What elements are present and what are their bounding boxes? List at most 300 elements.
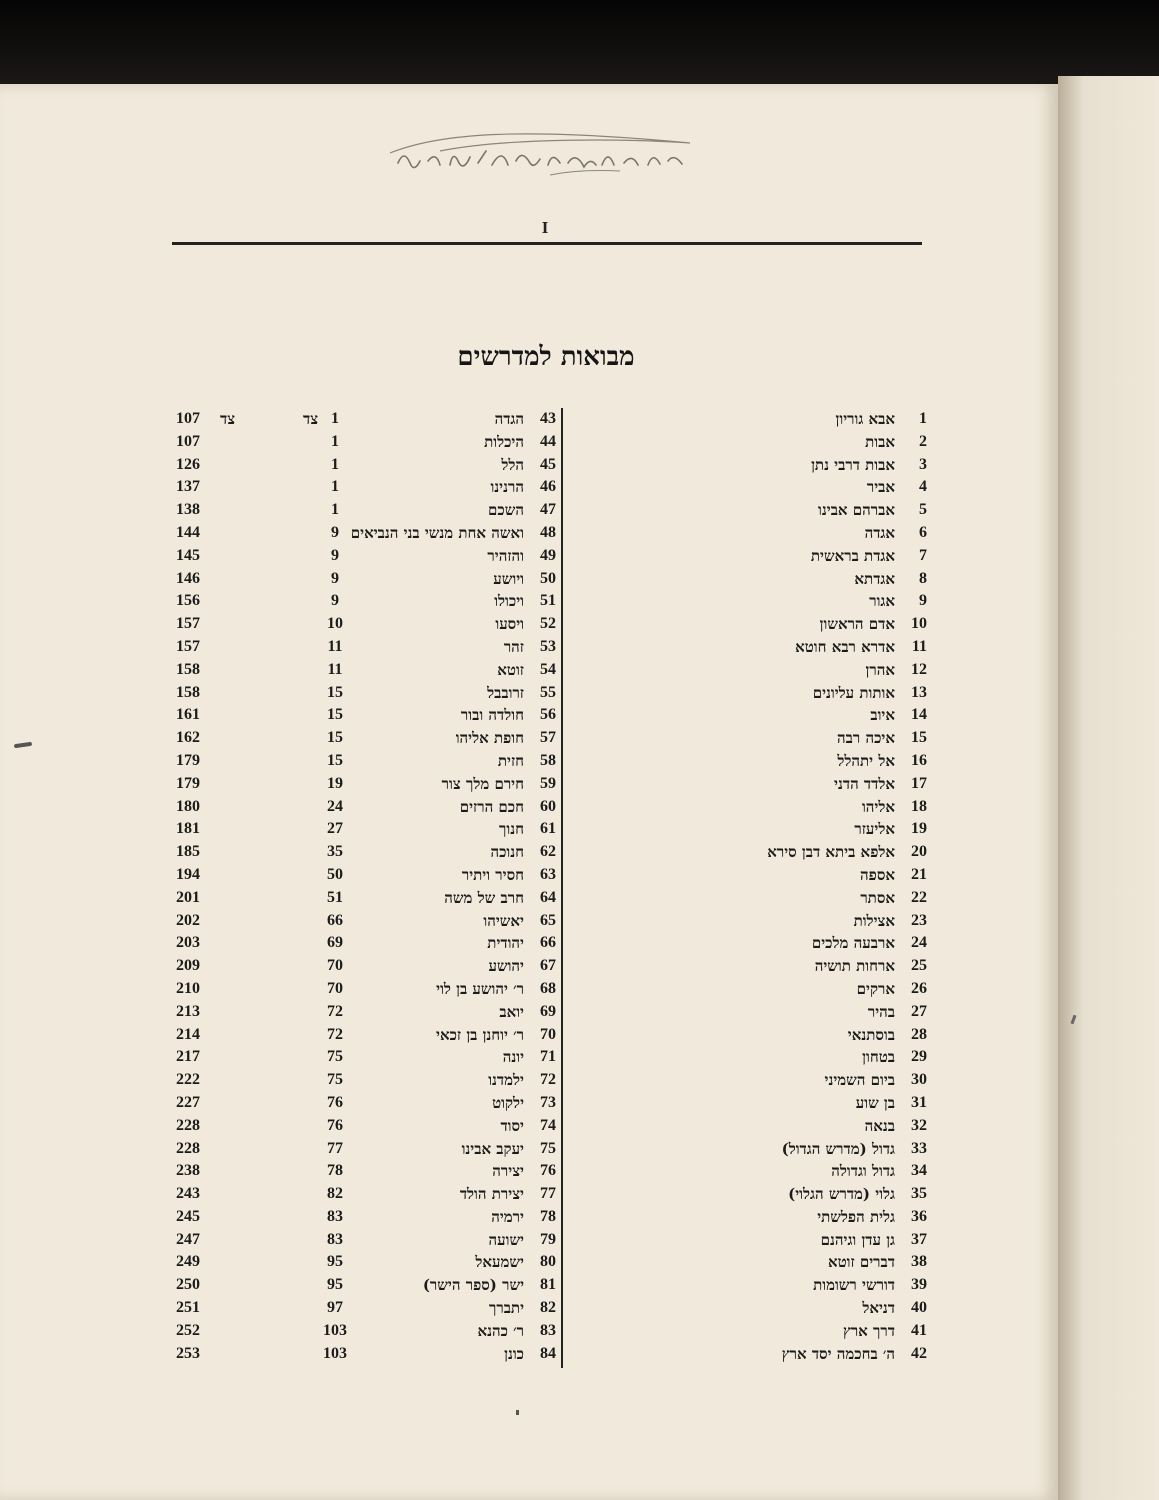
index-entry: [170, 841, 558, 864]
entry-title: אצילות: [853, 911, 895, 930]
entry-title: בוסתנאי: [847, 1025, 895, 1044]
index-entry: [170, 590, 558, 613]
entry-number: 78: [540, 1207, 556, 1225]
entry-title: אספה: [860, 865, 895, 884]
index-entry: [170, 1320, 558, 1343]
entry-number: 63: [540, 865, 556, 883]
entry-number: 26: [911, 979, 927, 997]
entry-title: ויסעו: [495, 615, 524, 634]
entry-page: 107: [176, 410, 200, 427]
index-entry: [170, 682, 558, 705]
entry-page: 180: [176, 797, 200, 815]
scan-mark: [516, 1410, 519, 1415]
entry-page: 76: [327, 1116, 343, 1134]
entry-number: 62: [540, 843, 556, 861]
entry-number: 11: [911, 637, 927, 655]
entry-page: 76: [327, 1093, 343, 1111]
entry-title: אליעזר: [854, 820, 895, 839]
entry-page: 126: [176, 455, 200, 473]
entry-title: חירם מלך צור: [441, 774, 524, 793]
entry-number: 81: [540, 1276, 556, 1294]
entry-page: 77: [327, 1139, 343, 1157]
entry-title: אגדתא: [854, 569, 895, 588]
entry-number: 33: [911, 1139, 927, 1157]
entry-number: 25: [911, 957, 927, 975]
entry-number: 84: [540, 1344, 556, 1362]
entry-page: 228: [176, 1116, 200, 1134]
entry-number: 67: [540, 957, 556, 975]
entry-page: 66: [327, 911, 343, 929]
entry-page: 70: [327, 979, 343, 997]
entry-title: ירמיה: [491, 1207, 524, 1226]
entry-number: 44: [540, 432, 556, 450]
entry-title: חופת אליהו: [455, 729, 524, 748]
entry-number: 16: [911, 751, 927, 769]
entry-page: 75: [327, 1048, 343, 1066]
entry-page: 138: [176, 501, 200, 519]
page-label: I: [541, 218, 549, 237]
entry-page: 145: [176, 546, 200, 564]
entry-number: 66: [540, 934, 556, 952]
entry-page: 222: [176, 1071, 200, 1089]
entry-title: זהר: [503, 637, 524, 656]
entry-page: 201: [176, 888, 200, 906]
entry-title: חזית: [497, 751, 524, 770]
page-title: מבואות למדרשים: [457, 342, 635, 372]
entry-page: 181: [176, 820, 200, 838]
entry-number: 35: [911, 1185, 927, 1203]
entry-page: 1: [331, 432, 339, 450]
index-entry: [170, 454, 558, 477]
entry-page: 95: [327, 1276, 343, 1294]
entry-title: אביר: [866, 478, 895, 497]
entry-number: 12: [911, 660, 927, 678]
entry-number: 6: [919, 523, 927, 541]
entry-number: 5: [919, 501, 927, 519]
entry-title: חולדה ובור: [460, 706, 524, 725]
entry-page: 95: [327, 1253, 343, 1271]
entry-page: 243: [176, 1185, 200, 1203]
index-entry: [170, 1229, 558, 1252]
index-entry: [170, 887, 558, 910]
entry-page: 247: [176, 1230, 200, 1248]
entry-title: גן עדן וגיהנם: [820, 1230, 895, 1249]
entry-title: אלפא ביתא דבן סירא: [767, 843, 895, 862]
entry-number: 60: [540, 797, 556, 815]
entry-page: 179: [176, 774, 200, 792]
entry-number: 76: [540, 1162, 556, 1180]
entry-page: 51: [327, 888, 343, 906]
entry-title: בן שוע: [855, 1093, 895, 1112]
entry-page: 75: [327, 1071, 343, 1089]
entry-number: 53: [540, 637, 556, 655]
entry-title: השכם: [488, 501, 524, 520]
entry-page: 1: [331, 455, 339, 473]
index-entry: [170, 796, 558, 819]
entry-title: הלל: [501, 455, 524, 474]
index-entry: [170, 476, 558, 499]
entry-number: 80: [540, 1253, 556, 1271]
entry-title: חכם הרזים: [459, 797, 524, 816]
entry-title: ילקוט: [492, 1093, 524, 1112]
entry-title: ביום השמיני: [824, 1071, 895, 1090]
index-entry: [170, 1251, 558, 1274]
entry-number: 30: [911, 1071, 927, 1089]
entry-number: 18: [911, 797, 927, 815]
entry-title: גדול וגדולה: [831, 1162, 895, 1181]
index-entry: [170, 818, 558, 841]
entry-title: כונן: [504, 1344, 524, 1363]
entry-title: יונה: [502, 1048, 524, 1067]
entry-title: ויושע: [493, 569, 524, 588]
entry-number: 21: [911, 865, 927, 883]
entry-title: אבא גוריון: [835, 410, 895, 428]
index-entry: [170, 955, 558, 978]
entry-title: גלית הפלשתי: [817, 1207, 895, 1226]
entry-page: 72: [327, 1025, 343, 1043]
entry-title: ישמעאל: [475, 1253, 524, 1272]
entry-title: ישועה: [488, 1230, 524, 1249]
entry-title: חרב של משה: [444, 888, 524, 907]
entry-title: ארקים: [856, 979, 895, 998]
entry-number: 29: [911, 1048, 927, 1066]
entry-title: הגדה: [494, 410, 524, 428]
entry-title: יצירת הולד: [459, 1185, 524, 1204]
entry-page: 82: [327, 1185, 343, 1203]
entry-page: 238: [176, 1162, 200, 1180]
entry-page: 144: [176, 523, 200, 541]
entry-title: יתברך: [488, 1299, 524, 1318]
entry-page: 214: [176, 1025, 200, 1043]
entry-number: 68: [540, 979, 556, 997]
entry-number: 37: [911, 1230, 927, 1248]
index-entry: [170, 613, 558, 636]
entry-number: 34: [911, 1162, 927, 1180]
entry-number: 75: [540, 1139, 556, 1157]
entry-page: 97: [327, 1299, 343, 1317]
entry-page: 250: [176, 1276, 200, 1294]
entry-title: חנוך: [499, 820, 524, 839]
page-abbreviation: צד: [303, 410, 319, 428]
entry-page: 137: [176, 478, 200, 496]
entry-title: יהושע: [488, 957, 524, 976]
entry-number: 56: [540, 706, 556, 724]
entry-number: 74: [540, 1116, 556, 1134]
entry-page: 158: [176, 660, 200, 678]
entry-page: 253: [176, 1344, 200, 1362]
entry-page: 161: [176, 706, 200, 724]
entry-number: 70: [540, 1025, 556, 1043]
index-entry: [170, 727, 558, 750]
entry-number: 73: [540, 1093, 556, 1111]
entry-title: אבות דרבי נתן: [811, 455, 895, 474]
entry-title: היכלות: [484, 432, 524, 451]
entry-title: ילמדנו: [488, 1071, 524, 1090]
entry-title: ר׳ יוחנן בן זכאי: [436, 1025, 524, 1044]
index-entry: [170, 659, 558, 682]
index-entry: [170, 910, 558, 933]
entry-number: 2: [919, 432, 927, 450]
entry-number: 82: [540, 1299, 556, 1317]
entry-page: 15: [327, 729, 343, 747]
entry-title: יצירה: [492, 1162, 524, 1181]
entry-number: 55: [540, 683, 556, 701]
entry-number: 51: [540, 592, 556, 610]
entry-page: 179: [176, 751, 200, 769]
entry-page: 249: [176, 1253, 200, 1271]
index-entry: [170, 864, 558, 887]
entry-page: 50: [327, 865, 343, 883]
entry-number: 58: [540, 751, 556, 769]
entry-title: יסוד: [500, 1116, 524, 1135]
entry-number: 41: [911, 1321, 927, 1339]
entry-page: 27: [327, 820, 343, 838]
entry-number: 64: [540, 888, 556, 906]
entry-page: 24: [327, 797, 343, 815]
entry-number: 47: [540, 501, 556, 519]
entry-title: אברהם אבינו: [818, 501, 895, 520]
entry-number: 77: [540, 1185, 556, 1203]
entry-number: 43: [540, 410, 556, 427]
entry-number: 46: [540, 478, 556, 496]
index-column-left: [170, 408, 558, 1365]
index-entry: [170, 1046, 558, 1069]
entry-page: 210: [176, 979, 200, 997]
handwritten-signature: [380, 125, 710, 195]
entry-number: 19: [911, 820, 927, 838]
entry-title: הרנינו: [490, 478, 524, 497]
entry-page: 10: [327, 615, 343, 633]
entry-number: 39: [911, 1276, 927, 1294]
entry-page: 83: [327, 1230, 343, 1248]
entry-title: יעקב אבינו: [461, 1139, 524, 1158]
entry-page: 83: [327, 1207, 343, 1225]
index-entry: [170, 773, 558, 796]
entry-title: ואשה אחת מנשי בני הנביאים: [350, 523, 524, 542]
entry-title: חסיר ויתיר: [461, 865, 524, 884]
entry-number: 17: [911, 774, 927, 792]
entry-page: 15: [327, 751, 343, 769]
index-entry: [170, 1115, 558, 1138]
entry-title: יהודית: [487, 934, 524, 953]
entry-title: בהיר: [867, 1002, 895, 1021]
index-entry: [170, 1274, 558, 1297]
entry-title: ויכולו: [494, 592, 524, 611]
index-entry: [170, 978, 558, 1001]
entry-title: זוטא: [497, 660, 524, 679]
entry-title: אל יתהלל: [837, 751, 895, 770]
entry-title: דורשי רשומות: [813, 1276, 895, 1295]
header-rule: [172, 242, 922, 245]
entry-title: אותות עליונים: [812, 683, 895, 702]
entry-page: 9: [331, 592, 339, 610]
index-entry: [170, 568, 558, 591]
entry-title: ר׳ כהנא: [477, 1321, 524, 1340]
entry-number: 59: [540, 774, 556, 792]
entry-number: 20: [911, 843, 927, 861]
entry-number: 72: [540, 1071, 556, 1089]
entry-page: 107: [176, 432, 200, 450]
entry-title: יאשיהו: [483, 911, 524, 930]
entry-number: 48: [540, 523, 556, 541]
entry-page: 11: [327, 660, 343, 678]
index-entry: [170, 704, 558, 727]
entry-number: 36: [911, 1207, 927, 1225]
index-entry: [170, 750, 558, 773]
entry-title: אלדד הדני: [834, 774, 895, 793]
entry-title: אליהו: [861, 797, 895, 816]
entry-title: גדול (מדרש הגדול): [781, 1139, 895, 1158]
entry-title: גלוי (מדרש הגלוי): [788, 1185, 895, 1204]
index-entry: [170, 1297, 558, 1320]
entry-title: יואב: [499, 1002, 524, 1021]
page-abbreviation: צד: [220, 410, 236, 428]
entry-page: 157: [176, 615, 200, 633]
entry-title: אדרא רבא חוטא: [795, 637, 895, 656]
entry-title: ארבעה מלכים: [811, 934, 895, 953]
entry-number: 8: [919, 569, 927, 587]
entry-page: 185: [176, 843, 200, 861]
entry-number: 22: [911, 888, 927, 906]
entry-number: 45: [540, 455, 556, 473]
entry-page: 103: [323, 1344, 347, 1362]
entry-page: 162: [176, 729, 200, 747]
index-entry: [170, 1343, 558, 1366]
index-entry: [170, 499, 558, 522]
entry-title: ארחות תושיה: [814, 957, 895, 976]
entry-page: 72: [327, 1002, 343, 1020]
entry-page: 11: [327, 637, 343, 655]
index-entry: [170, 1001, 558, 1024]
index-entry: [170, 932, 558, 955]
entry-number: 15: [911, 729, 927, 747]
entry-number: 4: [919, 478, 927, 496]
index-entry: [170, 431, 558, 454]
entry-number: 3: [919, 455, 927, 473]
entry-number: 24: [911, 934, 927, 952]
entry-title: אבות: [865, 432, 895, 451]
entry-number: 49: [540, 546, 556, 564]
entry-page: 15: [327, 706, 343, 724]
entry-title: דניאל: [862, 1299, 895, 1318]
entry-number: 50: [540, 569, 556, 587]
entry-page: 158: [176, 683, 200, 701]
entry-page: 217: [176, 1048, 200, 1066]
entry-page: 228: [176, 1139, 200, 1157]
index-entry: [170, 1183, 558, 1206]
entry-page: 1: [331, 410, 339, 427]
index-entry: [170, 545, 558, 568]
entry-page: 1: [331, 501, 339, 519]
index-entry: [170, 408, 558, 431]
entry-number: 52: [540, 615, 556, 633]
entry-number: 13: [911, 683, 927, 701]
entry-page: 70: [327, 957, 343, 975]
entry-title: בנאה: [864, 1116, 895, 1135]
index-entry: [170, 1160, 558, 1183]
entry-page: 69: [327, 934, 343, 952]
entry-number: 38: [911, 1253, 927, 1271]
entry-page: 19: [327, 774, 343, 792]
index-entry: [170, 522, 558, 545]
entry-title: אגור: [869, 592, 895, 611]
entry-number: 61: [540, 820, 556, 838]
entry-number: 79: [540, 1230, 556, 1248]
entry-page: 227: [176, 1093, 200, 1111]
entry-number: 23: [911, 911, 927, 929]
index-entry: [170, 1206, 558, 1229]
entry-number: 14: [911, 706, 927, 724]
entry-title: אסתר: [860, 888, 895, 907]
entry-page: 9: [331, 546, 339, 564]
index-entry: [170, 636, 558, 659]
entry-page: 78: [327, 1162, 343, 1180]
entry-title: דברים זוטא: [827, 1253, 895, 1272]
entry-page: 157: [176, 637, 200, 655]
entry-page: 194: [176, 865, 200, 883]
entry-page: 35: [327, 843, 343, 861]
entry-title: ישר (ספר הישר): [422, 1276, 524, 1295]
index-entry: [170, 1138, 558, 1161]
entry-page: 202: [176, 911, 200, 929]
entry-page: 209: [176, 957, 200, 975]
entry-page: 251: [176, 1299, 200, 1317]
entry-number: 32: [911, 1116, 927, 1134]
entry-title: דרך ארץ: [843, 1321, 895, 1340]
entry-page: 9: [331, 523, 339, 541]
entry-title: והזהיר: [487, 546, 524, 565]
entry-number: 69: [540, 1002, 556, 1020]
entry-title: בטחון: [862, 1048, 895, 1067]
entry-title: אדם הראשון: [819, 615, 895, 634]
entry-number: 65: [540, 911, 556, 929]
entry-page: 213: [176, 1002, 200, 1020]
entry-title: זרובבל: [487, 683, 524, 702]
entry-number: 57: [540, 729, 556, 747]
index-entry: [170, 1024, 558, 1047]
facing-page-edge: [1058, 76, 1159, 1500]
entry-number: 10: [911, 615, 927, 633]
entry-number: 42: [911, 1344, 927, 1362]
entry-title: אגדה: [864, 523, 895, 542]
entry-number: 1: [919, 410, 927, 427]
entry-title: אגדת בראשית: [810, 546, 895, 565]
entry-page: 252: [176, 1321, 200, 1339]
entry-title: ר׳ יהושע בן לוי: [436, 979, 524, 998]
entry-page: 103: [323, 1321, 347, 1339]
entry-number: 7: [919, 546, 927, 564]
entry-page: 156: [176, 592, 200, 610]
entry-page: 9: [331, 569, 339, 587]
entry-page: 146: [176, 569, 200, 587]
index-entry: [170, 1069, 558, 1092]
scan-background-top: [0, 0, 1159, 90]
entry-page: 245: [176, 1207, 200, 1225]
entry-number: 54: [540, 660, 556, 678]
entry-number: 71: [540, 1048, 556, 1066]
entry-title: ה׳ בחכמה יסד ארץ: [781, 1344, 895, 1363]
entry-number: 31: [911, 1093, 927, 1111]
entry-title: איכה רבה: [837, 729, 895, 748]
entry-title: חנוכה: [490, 843, 524, 862]
entry-number: 83: [540, 1321, 556, 1339]
entry-page: 15: [327, 683, 343, 701]
entry-number: 28: [911, 1025, 927, 1043]
index-entry: [170, 1092, 558, 1115]
entry-page: 203: [176, 934, 200, 952]
entry-number: 9: [919, 592, 927, 610]
entry-title: אהרן: [865, 660, 895, 679]
